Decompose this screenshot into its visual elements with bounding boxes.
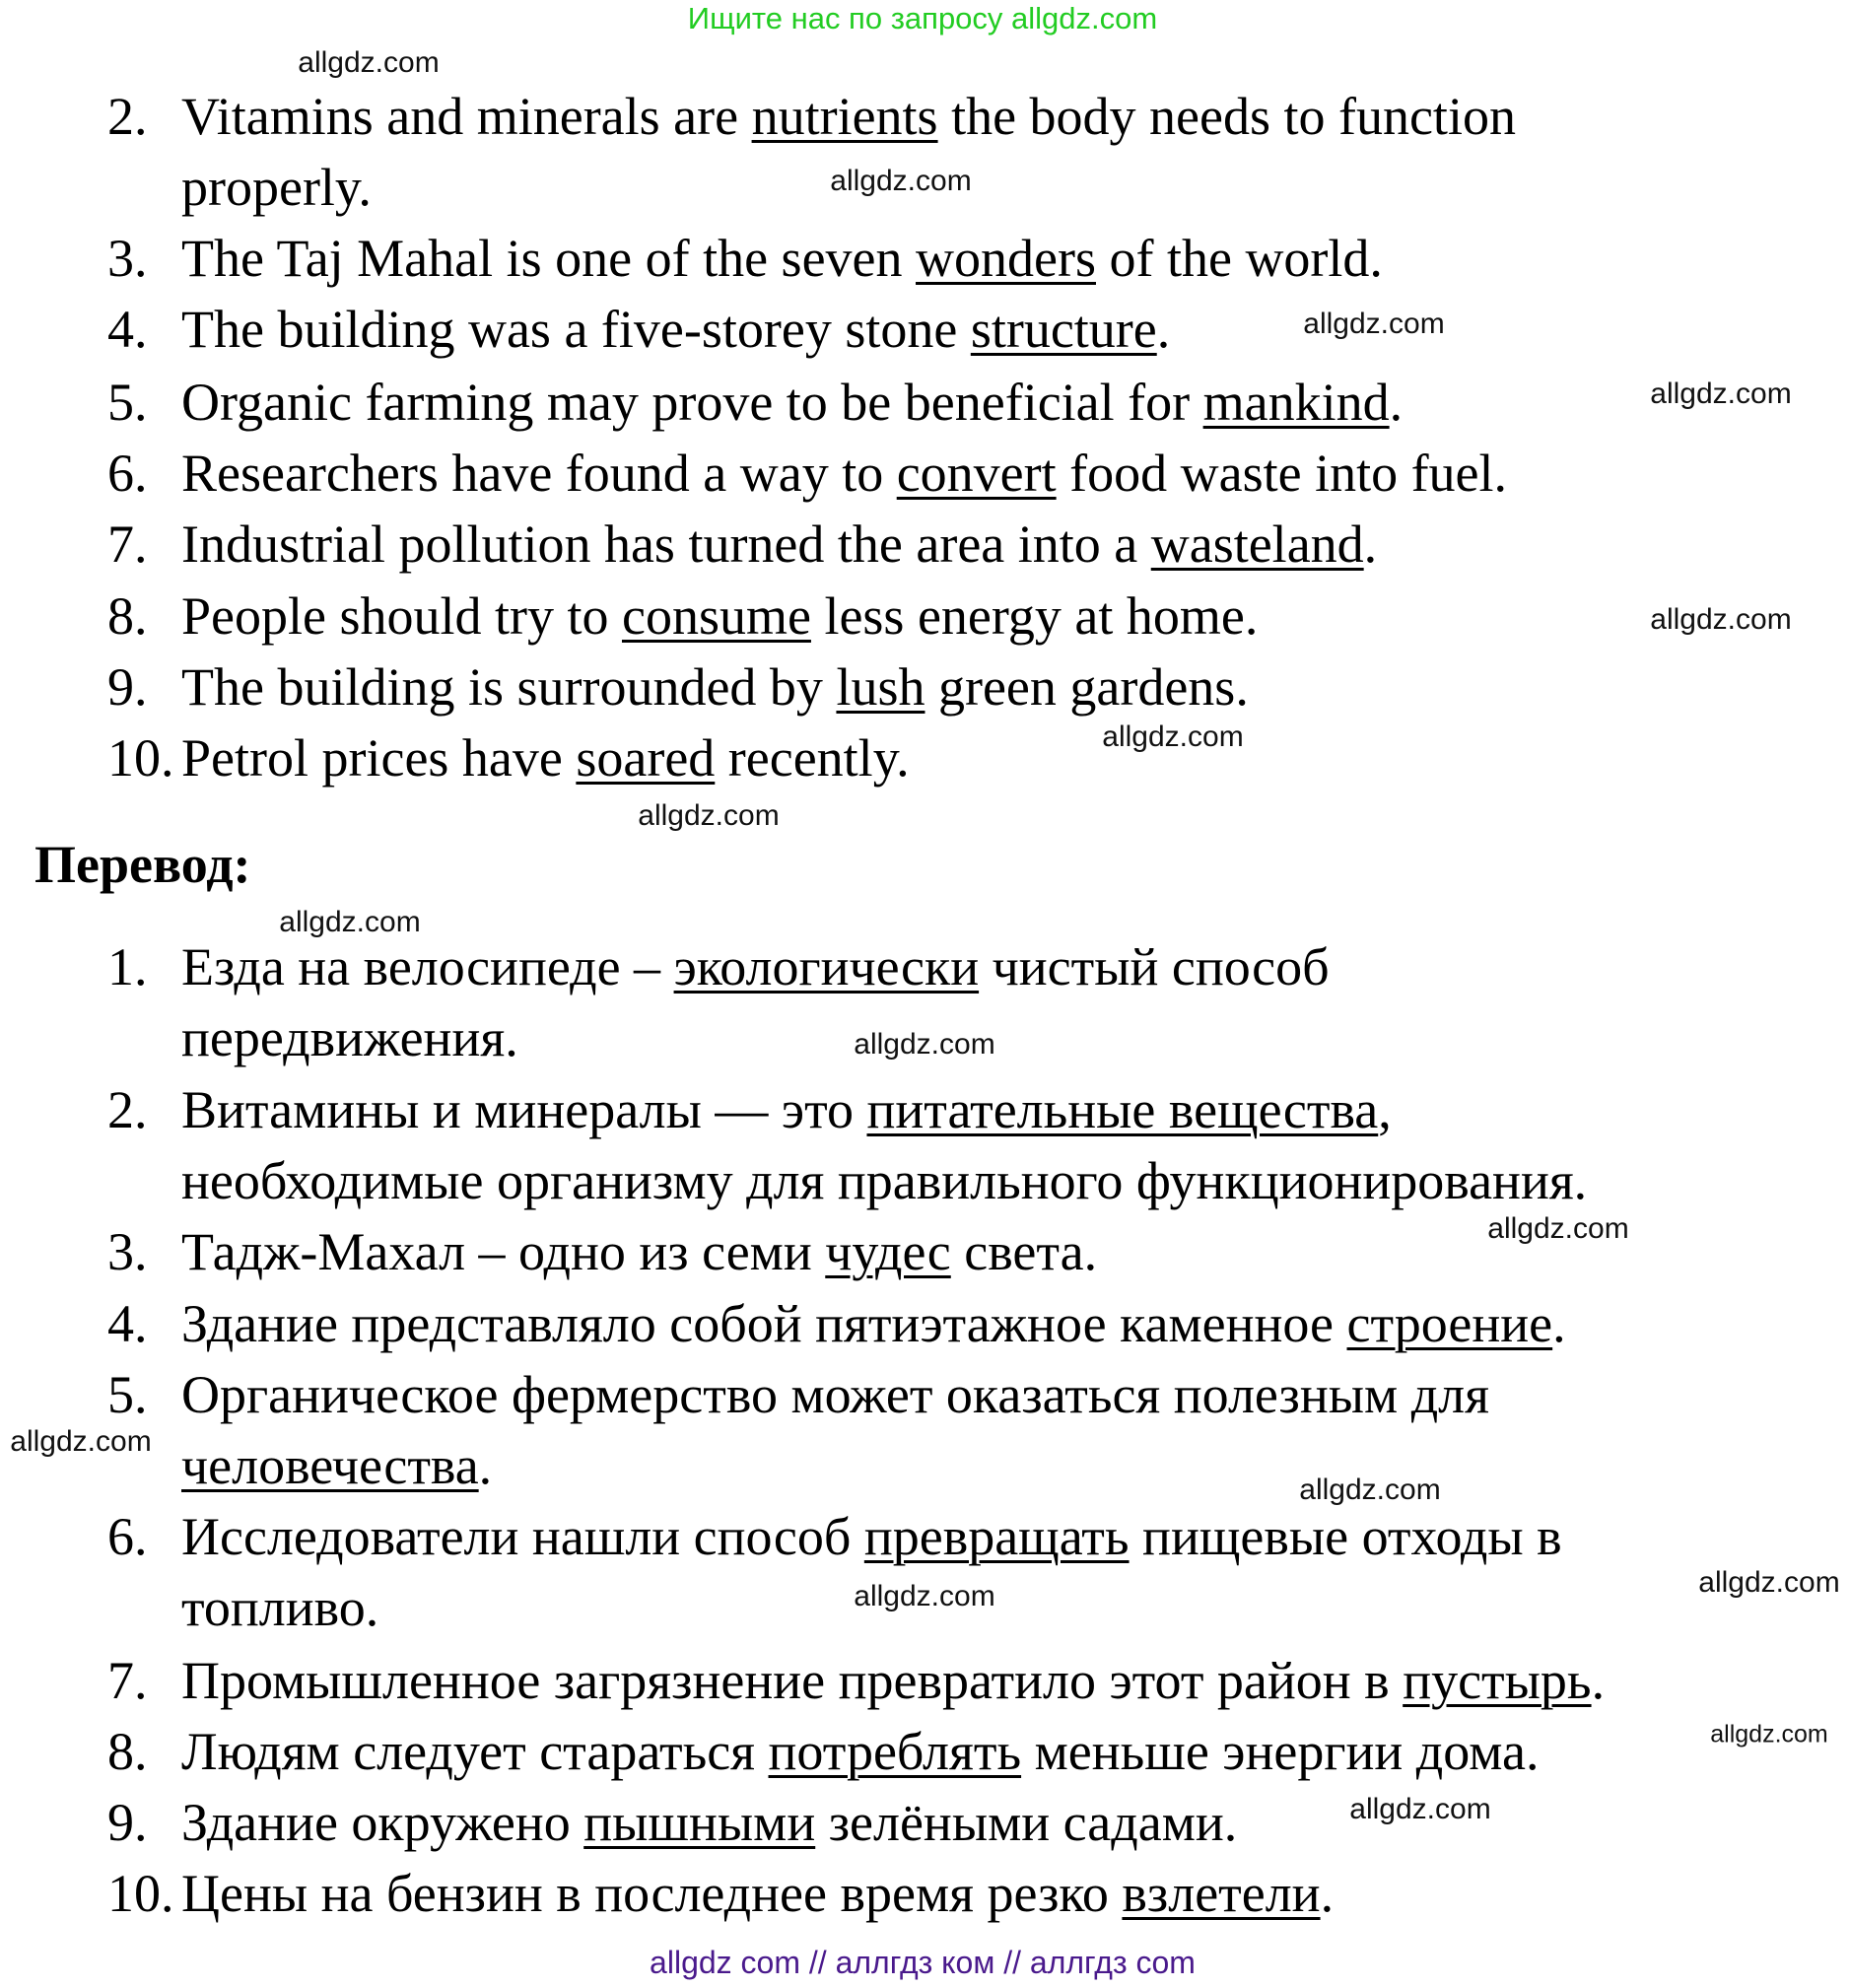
russian-item-number: 8.	[107, 1722, 148, 1781]
english-text: green gardens.	[925, 657, 1249, 717]
russian-text: Витамины и минералы — это	[181, 1080, 867, 1139]
russian-item-number: 3.	[107, 1222, 148, 1281]
russian-sentence-line	[181, 1080, 1392, 1139]
russian-text: Людям следует стараться	[181, 1722, 769, 1781]
russian-sentence-line	[181, 1008, 518, 1067]
english-sentence-line	[181, 300, 1170, 359]
english-item-number: 10.	[107, 728, 174, 788]
english-item-number: 3.	[107, 229, 148, 288]
russian-text: чистый способ	[979, 937, 1330, 996]
english-item-number: 7.	[107, 514, 148, 574]
russian-sentence-line	[181, 1222, 1097, 1281]
russian-sentence-line	[181, 1793, 1237, 1852]
english-item-number: 6.	[107, 444, 148, 503]
english-text: The building is surrounded by	[181, 657, 837, 717]
watermark: allgdz.com	[638, 799, 780, 832]
russian-underlined-word: человечества	[181, 1436, 479, 1495]
russian-text: Промышленное загрязнение превратило этот район в	[181, 1651, 1404, 1710]
english-text: .	[1156, 300, 1171, 359]
russian-underlined-word: потреблять	[768, 1722, 1022, 1781]
english-sentence-line	[181, 229, 1383, 288]
russian-text: Органическое фермерство может оказаться полезным для	[181, 1365, 1489, 1424]
russian-item-number: 2.	[107, 1080, 148, 1139]
english-underlined-word: structure	[970, 300, 1157, 359]
english-text: the body needs to function	[937, 87, 1516, 146]
russian-text: света.	[950, 1222, 1098, 1281]
russian-text: .	[1591, 1651, 1606, 1710]
russian-text: пищевые отходы в	[1129, 1507, 1562, 1566]
russian-text: .	[1320, 1864, 1335, 1923]
english-sentence-line	[181, 444, 1507, 503]
russian-sentence-line	[181, 1294, 1566, 1353]
watermark: allgdz.com	[830, 165, 972, 197]
english-text: recently.	[715, 728, 910, 788]
english-underlined-word: mankind	[1202, 373, 1390, 432]
english-text: less energy at home.	[810, 586, 1259, 646]
russian-text: Здание окружено	[181, 1793, 584, 1852]
english-text: .	[1389, 373, 1404, 432]
english-item-number: 2.	[107, 87, 148, 146]
english-text: food waste into fuel.	[1056, 444, 1508, 503]
russian-sentence-line	[181, 1651, 1605, 1710]
english-sentence-line	[181, 373, 1403, 432]
english-text: Organic farming may prove to be beneficial for	[181, 373, 1203, 432]
russian-item-number: 6.	[107, 1507, 148, 1566]
english-underlined-word: wonders	[916, 229, 1096, 288]
russian-underlined-word: питательные вещества	[866, 1080, 1379, 1139]
russian-underlined-word: взлетели	[1122, 1864, 1321, 1923]
russian-text: .	[478, 1436, 493, 1495]
watermark: allgdz.com	[1698, 1566, 1840, 1599]
russian-text: меньше энергии дома.	[1021, 1722, 1540, 1781]
russian-item-number: 4.	[107, 1294, 148, 1353]
russian-sentence-line	[181, 1365, 1489, 1424]
russian-text: необходимые организму для правильного функционирования.	[181, 1151, 1588, 1210]
english-underlined-word: consume	[621, 586, 811, 646]
russian-text: Тадж-Махал – одно из семи	[181, 1222, 826, 1281]
watermark: allgdz.com	[279, 906, 421, 938]
russian-item-number: 9.	[107, 1793, 148, 1852]
english-text: Petrol prices have	[181, 728, 577, 788]
english-sentence-line	[181, 87, 1516, 146]
watermark: allgdz.com	[1299, 1474, 1441, 1506]
english-text: Industrial pollution has turned the area into a	[181, 514, 1151, 574]
english-underlined-word: lush	[836, 657, 925, 717]
header-banner: Ищите нас по запросу allgdz.com	[687, 1, 1158, 35]
russian-sentence-line	[181, 1578, 378, 1637]
english-underlined-word: soared	[576, 728, 716, 788]
russian-underlined-word: чудес	[825, 1222, 951, 1281]
russian-underlined-word: превращать	[863, 1507, 1130, 1566]
english-sentence-line	[181, 728, 910, 788]
english-text: of the world.	[1095, 229, 1383, 288]
english-text: People should try to	[181, 586, 622, 646]
english-text: Vitamins and minerals are	[181, 87, 752, 146]
english-underlined-word: convert	[896, 444, 1057, 503]
russian-sentence-line	[181, 1151, 1587, 1210]
english-underlined-word: nutrients	[751, 87, 938, 146]
russian-item-number: 5.	[107, 1365, 148, 1424]
english-sentence-line	[181, 657, 1249, 717]
russian-text: Исследователи нашли способ	[181, 1507, 864, 1566]
watermark: allgdz.com	[1349, 1793, 1491, 1825]
watermark: allgdz.com	[854, 1580, 995, 1612]
russian-item-number: 10.	[107, 1864, 174, 1923]
russian-text: Здание представляло собой пятиэтажное каменное	[181, 1294, 1347, 1353]
english-item-number: 4.	[107, 300, 148, 359]
russian-underlined-word: строение	[1346, 1294, 1553, 1353]
russian-text: .	[1552, 1294, 1566, 1353]
english-text: .	[1363, 514, 1378, 574]
english-text: Researchers have found a way to	[181, 444, 897, 503]
english-text: The building was a five-storey stone	[181, 300, 971, 359]
russian-text: зелёными садами.	[815, 1793, 1238, 1852]
russian-sentence-line	[181, 1507, 1562, 1566]
english-item-number: 8.	[107, 586, 148, 646]
english-underlined-word: wasteland	[1150, 514, 1364, 574]
russian-sentence-line	[181, 1722, 1540, 1781]
russian-sentence-line	[181, 1864, 1334, 1923]
watermark: allgdz.com	[10, 1425, 152, 1458]
footer-watermark: allgdz com // аллгдз ком // аллгдз com	[650, 1945, 1196, 1980]
russian-text: Цены на бензин в последнее время резко	[181, 1864, 1123, 1923]
watermark: allgdz.com	[1650, 603, 1792, 636]
russian-text: Езда на велосипеде –	[181, 937, 674, 996]
russian-underlined-word: экологически	[673, 937, 980, 996]
russian-item-number: 7.	[107, 1651, 148, 1710]
english-text: properly.	[181, 158, 372, 217]
watermark: allgdz.com	[298, 46, 440, 79]
watermark: allgdz.com	[1487, 1212, 1629, 1245]
russian-item-number: 1.	[107, 937, 148, 996]
russian-text: передвижения.	[181, 1008, 518, 1067]
watermark: allgdz.com	[1710, 1720, 1828, 1748]
russian-sentence-line	[181, 1436, 492, 1495]
watermark: allgdz.com	[1303, 308, 1445, 340]
russian-text: ,	[1378, 1080, 1392, 1139]
watermark: allgdz.com	[1650, 377, 1792, 410]
russian-underlined-word: пышными	[583, 1793, 816, 1852]
english-text: The Taj Mahal is one of the seven	[181, 229, 917, 288]
translation-heading: Перевод:	[34, 835, 251, 894]
watermark: allgdz.com	[1102, 720, 1244, 753]
watermark: allgdz.com	[854, 1028, 995, 1061]
russian-sentence-line	[181, 937, 1330, 996]
english-item-number: 5.	[107, 373, 148, 432]
english-sentence-line	[181, 586, 1258, 646]
english-item-number: 9.	[107, 657, 148, 717]
english-sentence-line	[181, 514, 1377, 574]
russian-underlined-word: пустырь	[1403, 1651, 1592, 1710]
russian-text: топливо.	[181, 1578, 379, 1637]
english-sentence-line	[181, 158, 372, 217]
